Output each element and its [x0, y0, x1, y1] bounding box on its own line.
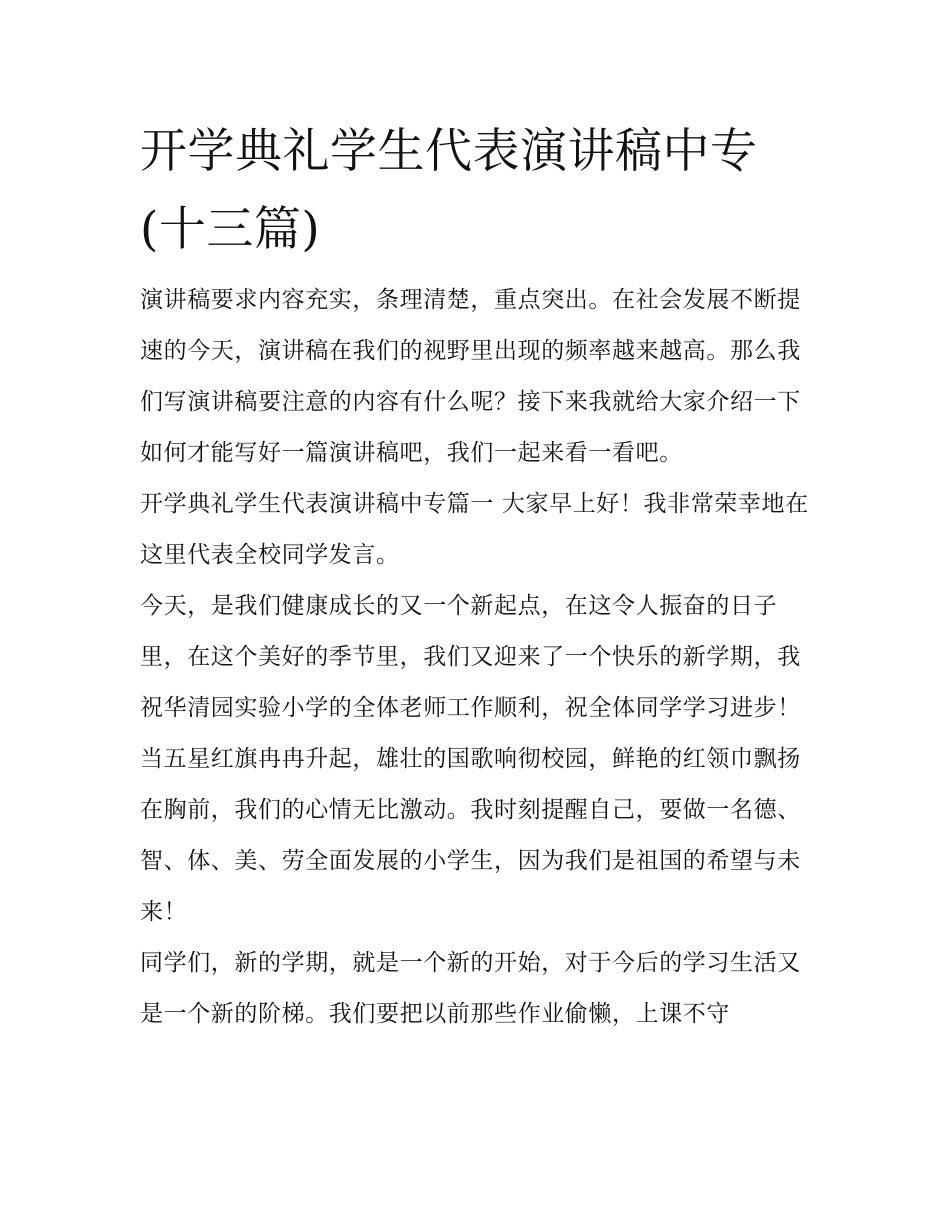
document-body [140, 275, 820, 1040]
paragraph-intro: 演讲稿要求内容充实，条理清楚，重点突出。在社会发展不断提速的今天，演讲稿在我们的视野里出现的频率越来越高。那么我们写演讲稿要注意的内容有什么呢？接下来我就给大家介绍一下如何才能写好一篇演讲稿吧，我们一起来看一看吧。 [140, 287, 801, 466]
paragraph-new-semester: 同学们，新的学期，就是一个新的开始，对于今后的学习生活又是一个新的阶梯。我们要把以前那些作业偷懒，上课不守 [140, 950, 801, 1027]
paragraph-greeting: 开学典礼学生代表演讲稿中专篇一 大家早上好！我非常荣幸地在这里代表全校同学发言。 [140, 491, 809, 568]
paragraph-new-start: 今天，是我们健康成长的又一个新起点，在这令人振奋的日子里，在这个美好的季节里，我们又迎来了一个快乐的新学期，我祝华清园实验小学的全体老师工作顺利，祝全体同学学习进步！ [140, 593, 801, 721]
document-title: 开学典礼学生代表演讲稿中专(十三篇) [140, 124, 758, 257]
paragraph-flag-raising: 当五星红旗冉冉升起，雄壮的国歌响彻校园，鲜艳的红领巾飘扬在胸前，我们的心情无比激动。我时刻提醒自己，要做一名德、智、体、美、劳全面发展的小学生，因为我们是祖国的希望与未来！ [140, 746, 801, 925]
